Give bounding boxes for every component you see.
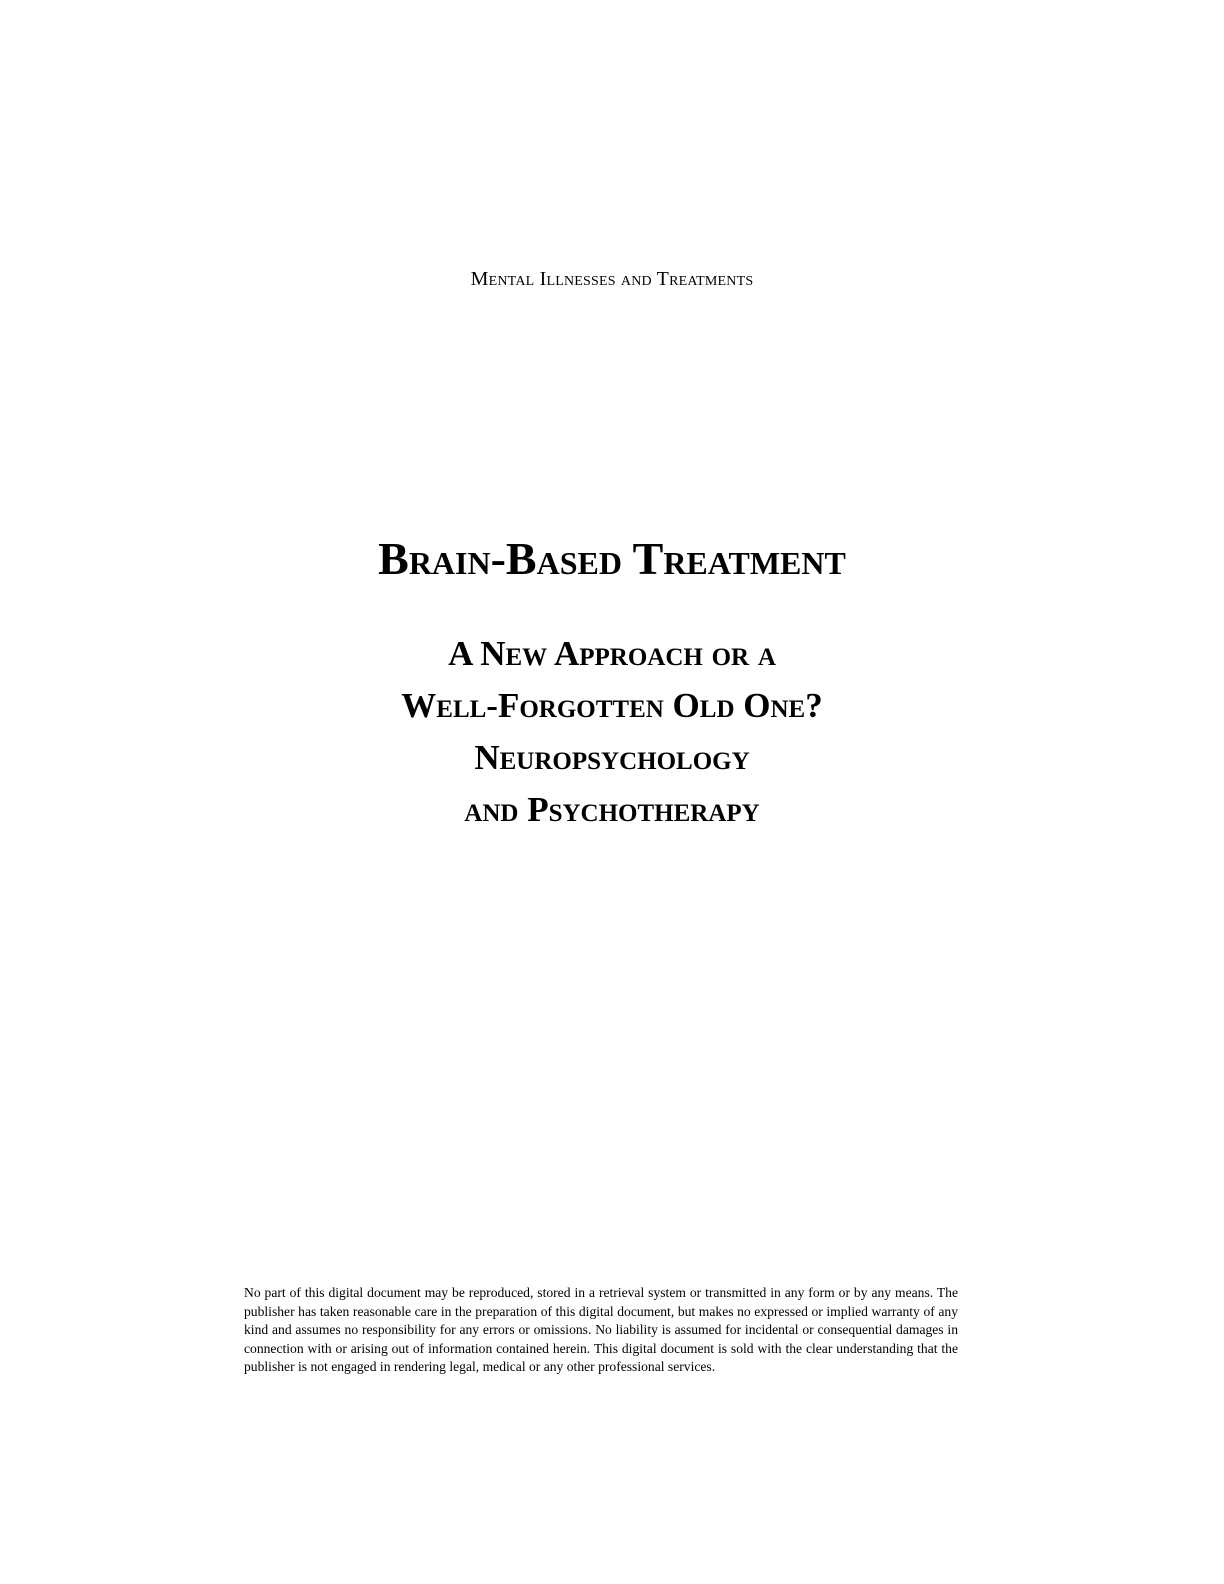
subtitle-line: Well-Forgotten Old One? (401, 686, 823, 725)
subtitle-line: Neuropsychology (474, 738, 750, 777)
copyright-notice: No part of this digital document may be reproduced, stored in a retrieval system or transmitted in any form or by any means. The publisher has taken reasonable care in the preparation of this digital document, but makes no expressed or implied warranty of any kind and assumes no responsibility for any errors or omissions. No liability is assumed for incidental or consequential damages in connection with or arising out of information contained herein. This digital document is sold with the clear understanding that the publisher is not engaged in rendering legal, medical or any other professional services. (244, 1285, 958, 1375)
book-title: Brain-Based Treatment (378, 533, 846, 584)
series-title: Mental Illnesses and Treatments (470, 268, 754, 290)
subtitle-line: and Psychotherapy (464, 790, 760, 829)
subtitle-line: A New Approach or a (448, 634, 776, 673)
book-subtitle (0, 628, 1224, 836)
